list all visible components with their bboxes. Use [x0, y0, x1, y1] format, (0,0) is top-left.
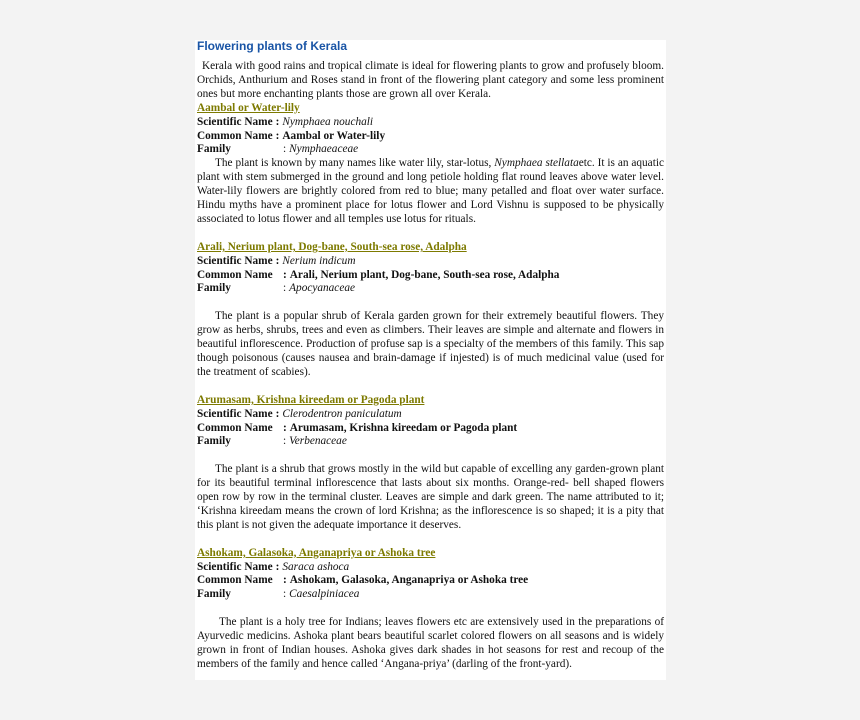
field-label: Common Name: [197, 129, 273, 142]
plant-section-ashokam: [197, 547, 664, 672]
field-label: Scientific Name: [197, 115, 273, 128]
spacer: [197, 227, 664, 241]
description-italic-text: Nymphaea stellata: [494, 157, 579, 170]
plant-description: The plant is a shrub that grows mostly in the wild but capable of excelling any garden-grown plant for its beautiful terminal inflorescence that lasts about six months. Orange-red- bell shaped flowers open row by row in the terminal cluster. Leaves are simple and dark green. The name attributed to it; ‘Krishna kireedam means the crown of lord Krishna; as the inflorescence is so shaped; it is a pity that this plant is not given the adequate importance it deserves.: [197, 463, 664, 531]
field-separator: :: [275, 254, 280, 267]
field-separator: :: [275, 407, 280, 420]
spacer: [197, 602, 664, 616]
field-separator: :: [283, 268, 287, 281]
field-separator: :: [283, 435, 287, 448]
field-label: Family: [197, 282, 231, 295]
plant-description: The plant is a holy tree for Indians; leaves flowers etc are extensively used in the preparations of Ayurvedic medicins. Ashoka plant bears beautiful scarlet colored flowers on all seasons and is widely grown in front of Indian houses. Ashoka gives dark shades in hot seasons for rest and recoup of the members of the family and hence called ‘Angana-priya’ (darling of the front-yard).: [197, 616, 664, 670]
field-label: Common Name: [197, 421, 273, 434]
family-row: [197, 435, 664, 449]
plant-heading-link[interactable]: Aambal or Water-lily: [197, 101, 300, 114]
field-separator: :: [275, 129, 280, 142]
plant-section-aambal: [197, 102, 664, 227]
plant-description: [197, 157, 664, 227]
description-text: The plant is known by many names like water lily, star-lotus,: [215, 157, 495, 170]
common-name-value: Aambal or Water-lily: [282, 129, 386, 142]
family-row: [197, 588, 664, 602]
family-value: Verbenaceae: [289, 435, 347, 448]
common-name-value: Arumasam, Krishna kireedam or Pagoda plant: [289, 421, 518, 434]
scientific-name-row: [197, 408, 664, 422]
plant-heading-link[interactable]: Arumasam, Krishna kireedam or Pagoda plant: [197, 393, 425, 406]
common-name-row: [197, 269, 664, 283]
family-value: Nymphaeaceae: [289, 143, 359, 156]
plant-section-arumasam: [197, 394, 664, 533]
scientific-name-row: [197, 561, 664, 575]
document-page: [195, 40, 666, 680]
family-row: [197, 282, 664, 296]
scientific-name-row: [197, 116, 664, 130]
scientific-name-value: Nerium indicum: [282, 254, 356, 267]
family-row: [197, 143, 664, 157]
description-text: etc. It is an aquatic plant with stem submerged in the ground and long petiole holding flat round leaves above water level. Water-lily flowers are brightly colored from red to blue; many petalled and float over water surface. Hindu myths have a prominent place for lotus flower and Lord Vishnu is supposed to be physically associated to lotus flower and all temples use lotus for rituals.: [197, 157, 664, 225]
field-label: Scientific Name: [197, 254, 273, 267]
common-name-row: [197, 422, 664, 436]
page-title: Flowering plants of Kerala: [197, 39, 348, 53]
document-content: [197, 40, 664, 672]
plant-heading-link[interactable]: Arali, Nerium plant, Dog-bane, South-sea rose, Adalpha: [197, 240, 467, 253]
scientific-name-row: [197, 255, 664, 269]
field-label: Family: [197, 435, 231, 448]
field-separator: :: [283, 588, 287, 601]
common-name-row: [197, 130, 664, 144]
field-label: Family: [197, 588, 231, 601]
scientific-name-value: Nymphaea nouchali: [282, 115, 374, 128]
intro-paragraph: Kerala with good rains and tropical climate is ideal for flowering plants to grow and profusely bloom. Orchids, Anthurium and Roses stand in front of the flowering plant category and some less prominent ones but more enchanting plants those are grown all over Kerala.: [197, 60, 664, 100]
spacer: [197, 449, 664, 463]
field-separator: :: [283, 574, 287, 587]
scientific-name-value: Saraca ashoca: [282, 560, 350, 573]
spacer: [197, 533, 664, 547]
scientific-name-value: Clerodentron paniculatum: [282, 407, 402, 420]
plant-section-arali: [197, 241, 664, 380]
family-value: Apocyanaceae: [289, 282, 356, 295]
field-label: Scientific Name: [197, 560, 273, 573]
field-separator: :: [275, 115, 280, 128]
field-separator: :: [283, 143, 287, 156]
field-label: Scientific Name: [197, 407, 273, 420]
field-separator: :: [283, 421, 287, 434]
plant-heading-link[interactable]: Ashokam, Galasoka, Anganapriya or Ashoka tree: [197, 546, 436, 559]
common-name-row: [197, 574, 664, 588]
field-separator: :: [283, 282, 287, 295]
plant-description: The plant is a popular shrub of Kerala garden grown for their extremely beautiful flowers. They grow as herbs, shrubs, trees and even as climbers. Their leaves are simple and alternate and flowers in beautiful inflorescence. Production of profuse sap is a specialty of the members of this family. This sap though poisonous (causes nausea and brain-damage if injested) is of much medicinal value (used for the treatment of scabies).: [197, 310, 664, 378]
family-value: Caesalpiniacea: [289, 588, 360, 601]
field-label: Family: [197, 143, 231, 156]
field-label: Common Name: [197, 268, 273, 281]
spacer: [197, 380, 664, 394]
common-name-value: Ashokam, Galasoka, Anganapriya or Ashoka tree: [289, 574, 529, 587]
field-label: Common Name: [197, 574, 273, 587]
field-separator: :: [275, 560, 280, 573]
common-name-value: Arali, Nerium plant, Dog-bane, South-sea rose, Adalpha: [289, 268, 560, 281]
spacer: [197, 296, 664, 310]
